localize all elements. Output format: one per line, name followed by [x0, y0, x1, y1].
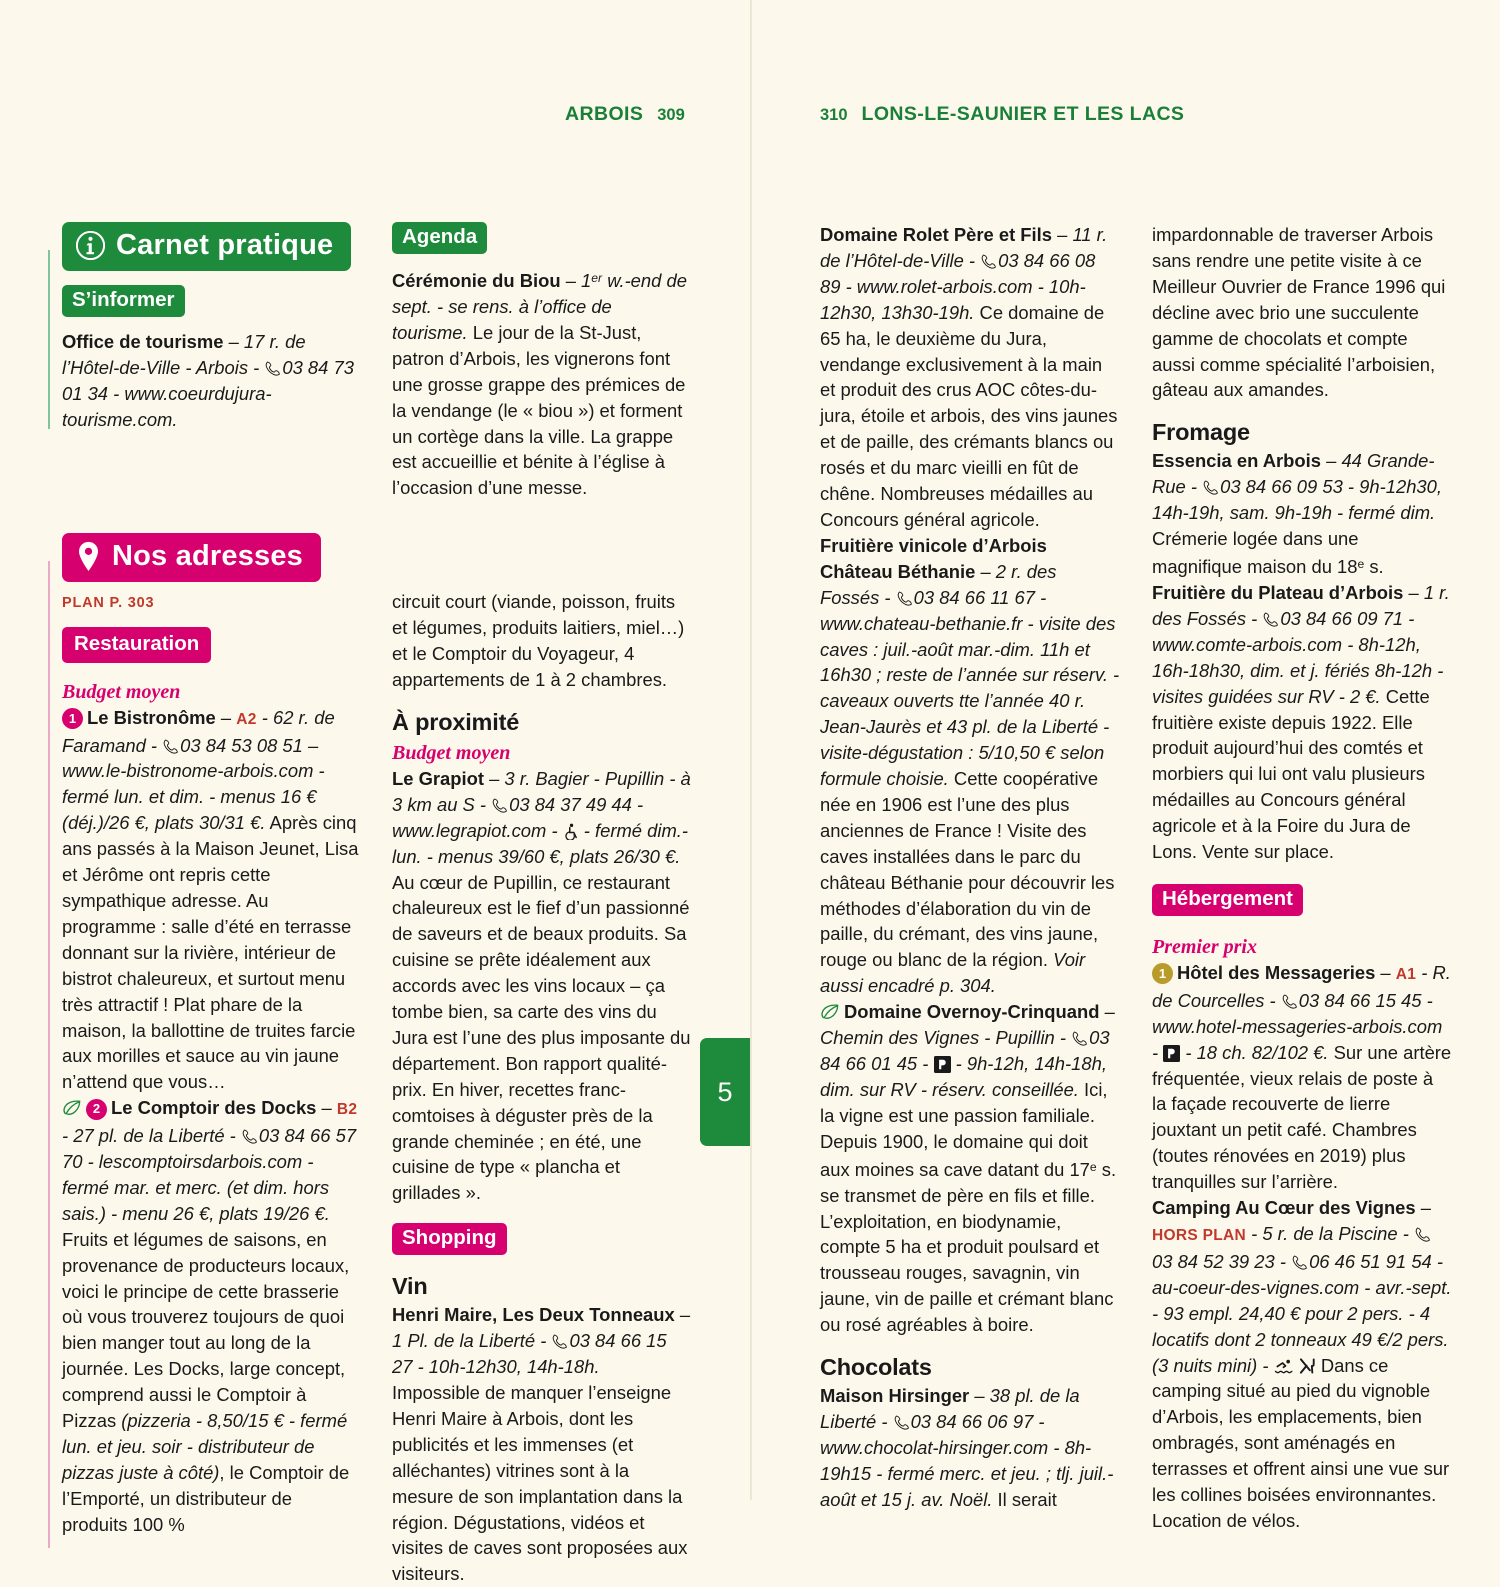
hirsinger-name: Maison Hirsinger	[820, 1385, 970, 1407]
messageries-web: - www.hotel-messageries-arbois.com -	[1152, 989, 1443, 1063]
phone-icon	[264, 358, 281, 375]
messageries-body: Sur une artère fréquentée, vieux relais de poste à la façade recouverte de lierre jouxtant un petit café. Chambres (toutes rénovées en 2019) plus tranquilles sur l’arrière.	[1152, 1041, 1452, 1193]
overnoy-sep: -	[917, 1053, 934, 1074]
comptoir-details: - lescomptoirsdarbois.com - fermé mar. et merc. (et dim. hors sais.) - menu 26 €, plats 19/26 €.	[62, 1151, 330, 1224]
phone-icon	[1414, 1224, 1431, 1241]
budget-moyen-heading-c1: Budget moyen	[62, 680, 181, 703]
plan-reference: PLAN P. 303	[62, 594, 155, 611]
column-1	[62, 222, 362, 1538]
hirsinger-phone: 03 84 66 06 97	[910, 1410, 1034, 1432]
column-4	[1152, 222, 1452, 1534]
agenda-label: Agenda	[402, 225, 478, 248]
fruitiere-phone: 03 84 66 11 67	[913, 586, 1035, 608]
phone-icon	[1071, 1028, 1088, 1045]
messageries-phone: 03 84 66 15 45	[1298, 989, 1422, 1011]
bistronome-name: Le Bistronôme	[87, 706, 216, 728]
sinformer-subbanner	[62, 285, 185, 317]
hirsinger-address: – 38 pl. de la Liberté -	[820, 1385, 1080, 1432]
overnoy-phone: 03 84 66 01 45	[820, 1027, 1110, 1074]
camping-hors-plan: HORS PLAN	[1152, 1227, 1246, 1244]
a-proximite-heading: À proximité	[392, 708, 520, 735]
essencia-sup: e	[1357, 556, 1365, 571]
office-phone: 03 84 73 01 34	[62, 356, 354, 404]
grapiot-body: Au cœur de Pupillin, ce restaurant chaleureux est le fief d’un passionné de saveurs et de beaux produits. Sa cuisine se prête idéalement aux accords avec les vins locaux – ça tombe bien, sa carte des vins du Jura est l’une des plus imposante du département. Bon rapport qualité-prix. En hiver, recettes franc-comtoises à déguster près de la grande cheminée ; en été, une cuisine de type « plancha et grillades ».	[392, 871, 691, 1204]
overnoy-hours: - 9h-12h, 14h-18h, dim. sur RV - réserv. conseillée.	[820, 1053, 1107, 1100]
henri-maire-hours: - 10h-12h30, 14h-18h.	[412, 1356, 600, 1378]
office-de-tourisme-entry	[62, 329, 362, 433]
office-address: – 17 r. de l’Hôtel-de-Ville - Arbois -	[62, 331, 306, 378]
rolet-body: Ce domaine de 65 ha, le deuxième du Jura, vendange exclusivement à la main et produit des crus AOC côtes-du-jura, étoile et arbois, des vins jaunes et de paille, des crémants blancs ou rosés et du marc vieilli en fût de chêne. Nombreuses médailles au Concours général agricole.	[820, 301, 1118, 530]
overnoy-name: Domaine Overnoy-Crinquand	[844, 1001, 1100, 1023]
phone-icon	[896, 588, 913, 605]
running-head-left-title: ARBOIS	[565, 103, 644, 125]
grapiot-details: - fermé dim.-lun. - menus 39/60 €, plats 26/30 €.	[392, 819, 689, 867]
fruitiere-name: Fruitière vinicole d’Arbois Château Béthanie	[820, 534, 1047, 582]
restauration-label: Restauration	[74, 631, 200, 655]
overnoy-sup: e	[1089, 1159, 1097, 1174]
accent-rule-pink	[48, 561, 50, 1548]
parking-icon	[1163, 1043, 1180, 1060]
phone-icon	[491, 795, 508, 812]
running-head-right-title: LONS-LE-SAUNIER ET LES LACS	[861, 103, 1185, 125]
camping-sep: -	[1274, 1250, 1292, 1272]
domaine-rolet-entry	[820, 222, 1120, 533]
camping-body: Dans ce camping situé au pied du vignoble d’Arbois, les emplacements, bien ombragés, sont aménagés en terrasses et offrent ainsi une vue sur les collines boisées environnantes. Location de vélos.	[1152, 1354, 1450, 1531]
grapiot-phone: 03 84 37 49 44	[509, 793, 632, 815]
rolet-phone: 03 84 66 08 89	[820, 249, 1096, 297]
chapter-tab-number: 5	[717, 1076, 733, 1107]
poi-badge-2: 2	[86, 1099, 107, 1120]
sinformer-label: S’informer	[72, 288, 175, 311]
comptoir-des-docks-entry: 2 Le Comptoir des Docks – B2 - 27 pl. de la Liberté - 03 84 66 57 70 - lescomptoirsdarbois.com - fermé mar. et merc. (et dim. hors sais.) - menu 26 €, plats 19/26 €. Fruits et légumes de saisons, en provenance de producteurs locaux, voici le principe de cette brasserie où vous trouverez toujours de quoi bien manger tout au long de la journée. Les Docks, large concept, comprend aussi le Comptoir à Pizzas (pizzeria - 8,50/15 € - fermé lun. et jeu. soir - distributeur de pizzas juste à côté), le Comptoir de l’Emporté, un distributeur de produits 100 %	[62, 1097, 358, 1535]
henri-maire-name: Henri Maire, Les Deux Tonneaux	[392, 1304, 675, 1326]
hirsinger-details: - www.chocolat-hirsinger.com - 8h-19h15 - fermé merc. et jeu. ; tlj. juil.-août et 15 j. av. Noël.	[820, 1410, 1114, 1510]
swimming-icon	[1274, 1355, 1294, 1370]
henri-maire-body: Impossible de manquer l’enseigne Henri Maire à Arbois, dont les publicités et les immenses (et alléchantes) vitrines sont à la mesure de son implantation dans la région. Dégustations, vidéos et visites de caves sont proposées aux visiteurs.	[392, 1382, 688, 1585]
shopping-label: Shopping	[402, 1226, 497, 1250]
map-pin-icon	[76, 541, 101, 572]
hebergement-label: Hébergement	[1162, 886, 1294, 910]
hebergement-banner	[1152, 884, 1303, 916]
grapiot-name: Le Grapiot	[392, 767, 484, 789]
le-grapiot-entry	[392, 766, 692, 1206]
premier-prix-heading: Premier prix	[1152, 935, 1257, 958]
comptoir-body-2: , le Comptoir de l’Emporté, un distributeur de produits 100 %	[62, 1461, 350, 1535]
column-2	[392, 222, 692, 1587]
fruitiere-body: Cette coopérative née en 1906 est l’une des plus anciennes de France ! Visite des caves installées dans le parc du château Béthanie pour découvrir les méthodes d’élaboration du vin de paille, du crémant, des vins jaune, rouge ou blanc de la région.	[820, 768, 1115, 971]
eco-leaf-icon	[820, 1001, 840, 1017]
phone-icon	[551, 1331, 568, 1348]
camping-address: - 5 r. de la Piscine -	[1245, 1223, 1414, 1244]
messageries-rooms: - 18 ch. 82/102 €.	[1180, 1041, 1329, 1063]
grapiot-address: – 3 r. Bagier - Pupillin - à 3 km au S -	[392, 767, 691, 815]
henri-maire-phone: 03 84 66 15 27	[392, 1330, 667, 1378]
essencia-name: Essencia en Arbois	[1152, 450, 1321, 472]
henri-maire-address: – 1 Pl. de la Liberté -	[392, 1304, 691, 1352]
comptoir-name: Le Comptoir des Docks	[111, 1097, 317, 1119]
comptoir-body-1: Fruits et légumes de saisons, en provenance de producteurs locaux, voici le principe de cette brasserie où vous trouverez toujours de quoi bien manger tout au long de la journée. Les Docks, large concept, comprend aussi le Comptoir à Pizzas	[62, 1228, 350, 1432]
bistronome-entry: 1 Le Bistronôme – A2 - 62 r. de Faramand - 03 84 53 08 51 – www.le-bistronome-arbois.com - fermé lun. et dim. - menus 16 € (déj.)/26 €, plats 30/31 €. Après cinq ans passés à la Maison Jeunet, Lisa et Jérôme ont repris cette sympathique adresse. Au programme : salle d’été en terrasse donnant sur la rivière, intérieur de bistrot chaleureux, et surtout menu très attractif ! Plat phare de la maison, la ballottine de truites farcie aux morilles et sauce au vin jaune n’attend que vous…	[62, 706, 359, 1093]
phone-icon	[1202, 477, 1219, 494]
fromage-heading: Fromage	[1152, 419, 1250, 446]
hirsinger-continuation: impardonnable de traverser Arbois sans rendre une petite visite à ce Meilleur Ouvrier de France 1996 qui décline avec brio une succulente gamme de chocolats et compte aussi comme spécialité l’arboisien, gâteau aux amandes.	[1152, 224, 1446, 401]
vin-heading: Vin	[392, 1273, 428, 1300]
ceremonie-name: Cérémonie du Biou	[392, 270, 561, 292]
camping-name: Camping Au Cœur des Vignes	[1152, 1197, 1416, 1219]
comptoir-body-italic: (pizzeria - 8,50/15 € - fermé lun. et jeu. soir - distributeur de pizzas juste à côté)	[62, 1410, 348, 1483]
overnoy-body-b: s. se transmet de père en fils et fille. L’exploitation, en biodynamie, compte 5 ha et produit poulsard et trousseau rouges, savagnin, vin jaune, vin de paille et crémant blanc ou rosé agréables à boire.	[820, 1158, 1117, 1336]
messageries-name: Hôtel des Messageries	[1177, 961, 1376, 983]
eco-leaf-icon	[62, 1097, 82, 1113]
plateau-address: – 1 r. des Fossés -	[1152, 581, 1450, 629]
info-icon	[76, 231, 105, 260]
phone-icon	[241, 1126, 258, 1143]
essencia-body-b: s.	[1364, 556, 1384, 578]
hirsinger-body: Il serait	[992, 1488, 1057, 1510]
column-3	[820, 222, 1120, 1513]
fruitiere-details: - www.chateau-bethanie.fr - visite des caves : juil.-août mar.-dim. 11h et 16h30 ; reste de l’année sur réserv. - caveaux ouverts tte l’année 40 r. Jean-Jaurès et 43 pl. de la Liberté - visite-dégustation : 5/10,50 € selon formule choisie.	[820, 586, 1120, 790]
nos-adresses-block	[62, 533, 362, 1538]
messageries-address: - R. de Courcelles -	[1152, 961, 1451, 1011]
fruitiere-body-italic: Voir aussi encadré p. 304.	[820, 949, 1086, 997]
plateau-phone: 03 84 66 09 71	[1280, 607, 1404, 629]
rolet-name: Domaine Rolet Père et Fils	[820, 224, 1052, 245]
nos-adresses-banner	[62, 533, 321, 582]
shopping-banner	[392, 1223, 507, 1255]
carnet-pratique-banner	[62, 222, 351, 271]
chapter-tab	[700, 1038, 750, 1146]
restaurant-icon	[1299, 1355, 1316, 1371]
messageries-mapref: A1	[1395, 965, 1417, 983]
maison-hirsinger-entry	[820, 1383, 1120, 1513]
page-fold-divider	[750, 0, 752, 1500]
phone-icon	[893, 1412, 910, 1429]
phone-icon	[1281, 991, 1298, 1008]
carnet-pratique-block	[62, 222, 362, 433]
wheelchair-icon	[563, 821, 579, 838]
plateau-details: - www.comte-arbois.com - 8h-12h, 16h-18h30, dim. et j. fériés 8h-12h - visites guidées sur RV - 2 €.	[1152, 607, 1444, 707]
essencia-body-a: Crémerie logée dans une magnifique maison du 18	[1152, 528, 1359, 578]
camping-entry: Camping Au Cœur des Vignes – HORS PLAN - 5 r. de la Piscine - 03 84 52 39 23 - 06 46 51 91 54 - au-coeur-des-vignes.com - avr.-sept. - 93 empl. 24,40 € pour 2 pers. - 4 locatifs dont 2 tonneaux 49 €/2 pers. (3 nuits mini) - Dans ce camping situé au pied du vignoble d’Arbois, les emplacements, bien ombragés, sont aménagés en terrasses et offrent ainsi une vue sur les collines boisées environnantes. Location de vélos.	[1152, 1197, 1452, 1531]
chocolats-heading: Chocolats	[820, 1354, 932, 1381]
fruitiere-vinicole-entry	[820, 533, 1120, 999]
plateau-name: Fruitière du Plateau d’Arbois	[1152, 581, 1404, 603]
running-head-right-page: 310	[820, 106, 848, 124]
running-head-left	[565, 103, 685, 126]
phone-icon	[1262, 609, 1279, 626]
ceremonie-du-biou-entry	[392, 266, 692, 501]
overnoy-address: – Chemin des Vignes - Pupillin -	[820, 1001, 1115, 1049]
essencia-details: - 9h-12h30, 14h-19h, sam. 9h-19h - fermé dim.	[1152, 476, 1442, 524]
rolet-address: – 11 r. de l’Hôtel-de-Ville -	[820, 224, 1108, 271]
carnet-pratique-label: Carnet pratique	[116, 229, 334, 261]
essencia-entry	[1152, 448, 1452, 580]
budget-moyen-heading-c2: Budget moyen	[392, 741, 511, 764]
ceremonie-body: Le jour de la St-Just, patron d’Arbois, les vignerons font une grosse grappe des prémices de la vendange (le « biou ») et forment un cortège dans la ville. La grappe est accueillie et bénite à l’église à l’occasion d’une messe.	[392, 321, 686, 499]
phone-icon	[162, 736, 179, 753]
grapiot-web: - www.legrapiot.com -	[392, 793, 644, 841]
essencia-phone: 03 84 66 09 53	[1220, 476, 1343, 498]
fruitiere-address: – 2 r. des Fossés -	[820, 560, 1057, 608]
henri-maire-entry	[392, 1302, 692, 1587]
camping-phone-1: 03 84 52 39 23	[1152, 1250, 1275, 1272]
ceremonie-italic: w.-end de sept. - se rens. à l’office de tourisme.	[392, 270, 687, 343]
bistronome-mapref: A2	[236, 710, 257, 728]
accent-rule-green	[48, 250, 50, 429]
bistronome-details: – www.le-bistronome-arbois.com - fermé lun. et dim. - menus 16 € (déj.)/26 €, plats 30/31 €.	[62, 734, 325, 834]
phone-icon	[1291, 1252, 1308, 1269]
running-head-left-page: 309	[657, 106, 685, 124]
camping-phone-2: 06 46 51 91 54	[1309, 1250, 1432, 1272]
comptoir-mapref: B2	[336, 1101, 358, 1119]
hotel-messageries-entry: 1 Hôtel des Messageries – A1 - R. de Courcelles - 03 84 66 15 45 - www.hotel-messageries-arbois.com - - 18 ch. 82/102 €. Sur une artère fréquentée, vieux relais de poste à la façade recouverte de lierre jouxtant un petit café. Chambres (toutes rénovées en 2019) plus tranquilles sur l’arrière.	[1152, 961, 1452, 1193]
bistronome-body: Après cinq ans passés à la Maison Jeunet, Lisa et Jérôme ont repris cette sympathique adresse. Au programme : salle d’été en terrasse donnant sur la rivière, intérieur de bistrot chaleureux, et surtout menu très attractif ! Plat phare de la maison, la ballottine de truites farcie aux morilles et sauce au vin jaune n’attend que vous…	[62, 812, 359, 1093]
fruitiere-plateau-entry	[1152, 580, 1452, 865]
hotel-badge-1: 1	[1152, 963, 1173, 984]
office-name: Office de tourisme	[62, 331, 224, 352]
poi-badge-1: 1	[62, 708, 83, 729]
comptoir-continuation: circuit court (viande, poisson, fruits et légumes, produits laitiers, miel…) et le Comptoir du Voyageur, 4 appartements de 1 à 2 chambres.	[392, 591, 685, 690]
rolet-details: - www.rolet-arbois.com - 10h-12h30, 13h30-19h.	[820, 275, 1086, 323]
plateau-body: Cette fruitière existe depuis 1922. Elle produit aujourd’hui des comtés et morbiers qui lui ont valu plusieurs médailles au Concours général agricole et à la Foire du Jura de Lons. Vente sur place.	[1152, 685, 1430, 863]
agenda-banner	[392, 222, 487, 254]
phone-icon	[980, 251, 997, 268]
comptoir-phone: 03 84 66 57 70	[62, 1125, 357, 1173]
camping-details: - au-coeur-des-vignes.com - avr.-sept. - 93 empl. 24,40 € pour 2 pers. - 4 locatifs dont 2 tonneaux 49 €/2 pers. (3 nuits mini) -	[1152, 1250, 1452, 1376]
ceremonie-sup: er	[591, 271, 603, 285]
nos-adresses-label: Nos adresses	[112, 539, 304, 572]
comptoir-address: - 27 pl. de la Liberté -	[62, 1125, 241, 1147]
overnoy-body-a: Ici, la vigne est une passion familiale. Depuis 1900, le domaine qui doit aux moines sa cave datant du 17	[820, 1078, 1108, 1180]
bistronome-phone: 03 84 53 08 51	[180, 734, 303, 756]
running-head-right	[820, 103, 1184, 126]
office-web: - www.coeurdujura-tourisme.com.	[62, 382, 272, 430]
bistronome-address: - 62 r. de Faramand -	[62, 706, 335, 756]
essencia-address: – 44 Grande-Rue -	[1152, 450, 1435, 498]
ceremonie-pre: – 1	[560, 270, 592, 292]
restauration-subbanner	[62, 627, 211, 663]
parking-icon	[934, 1054, 951, 1071]
domaine-overnoy-entry	[820, 999, 1120, 1338]
